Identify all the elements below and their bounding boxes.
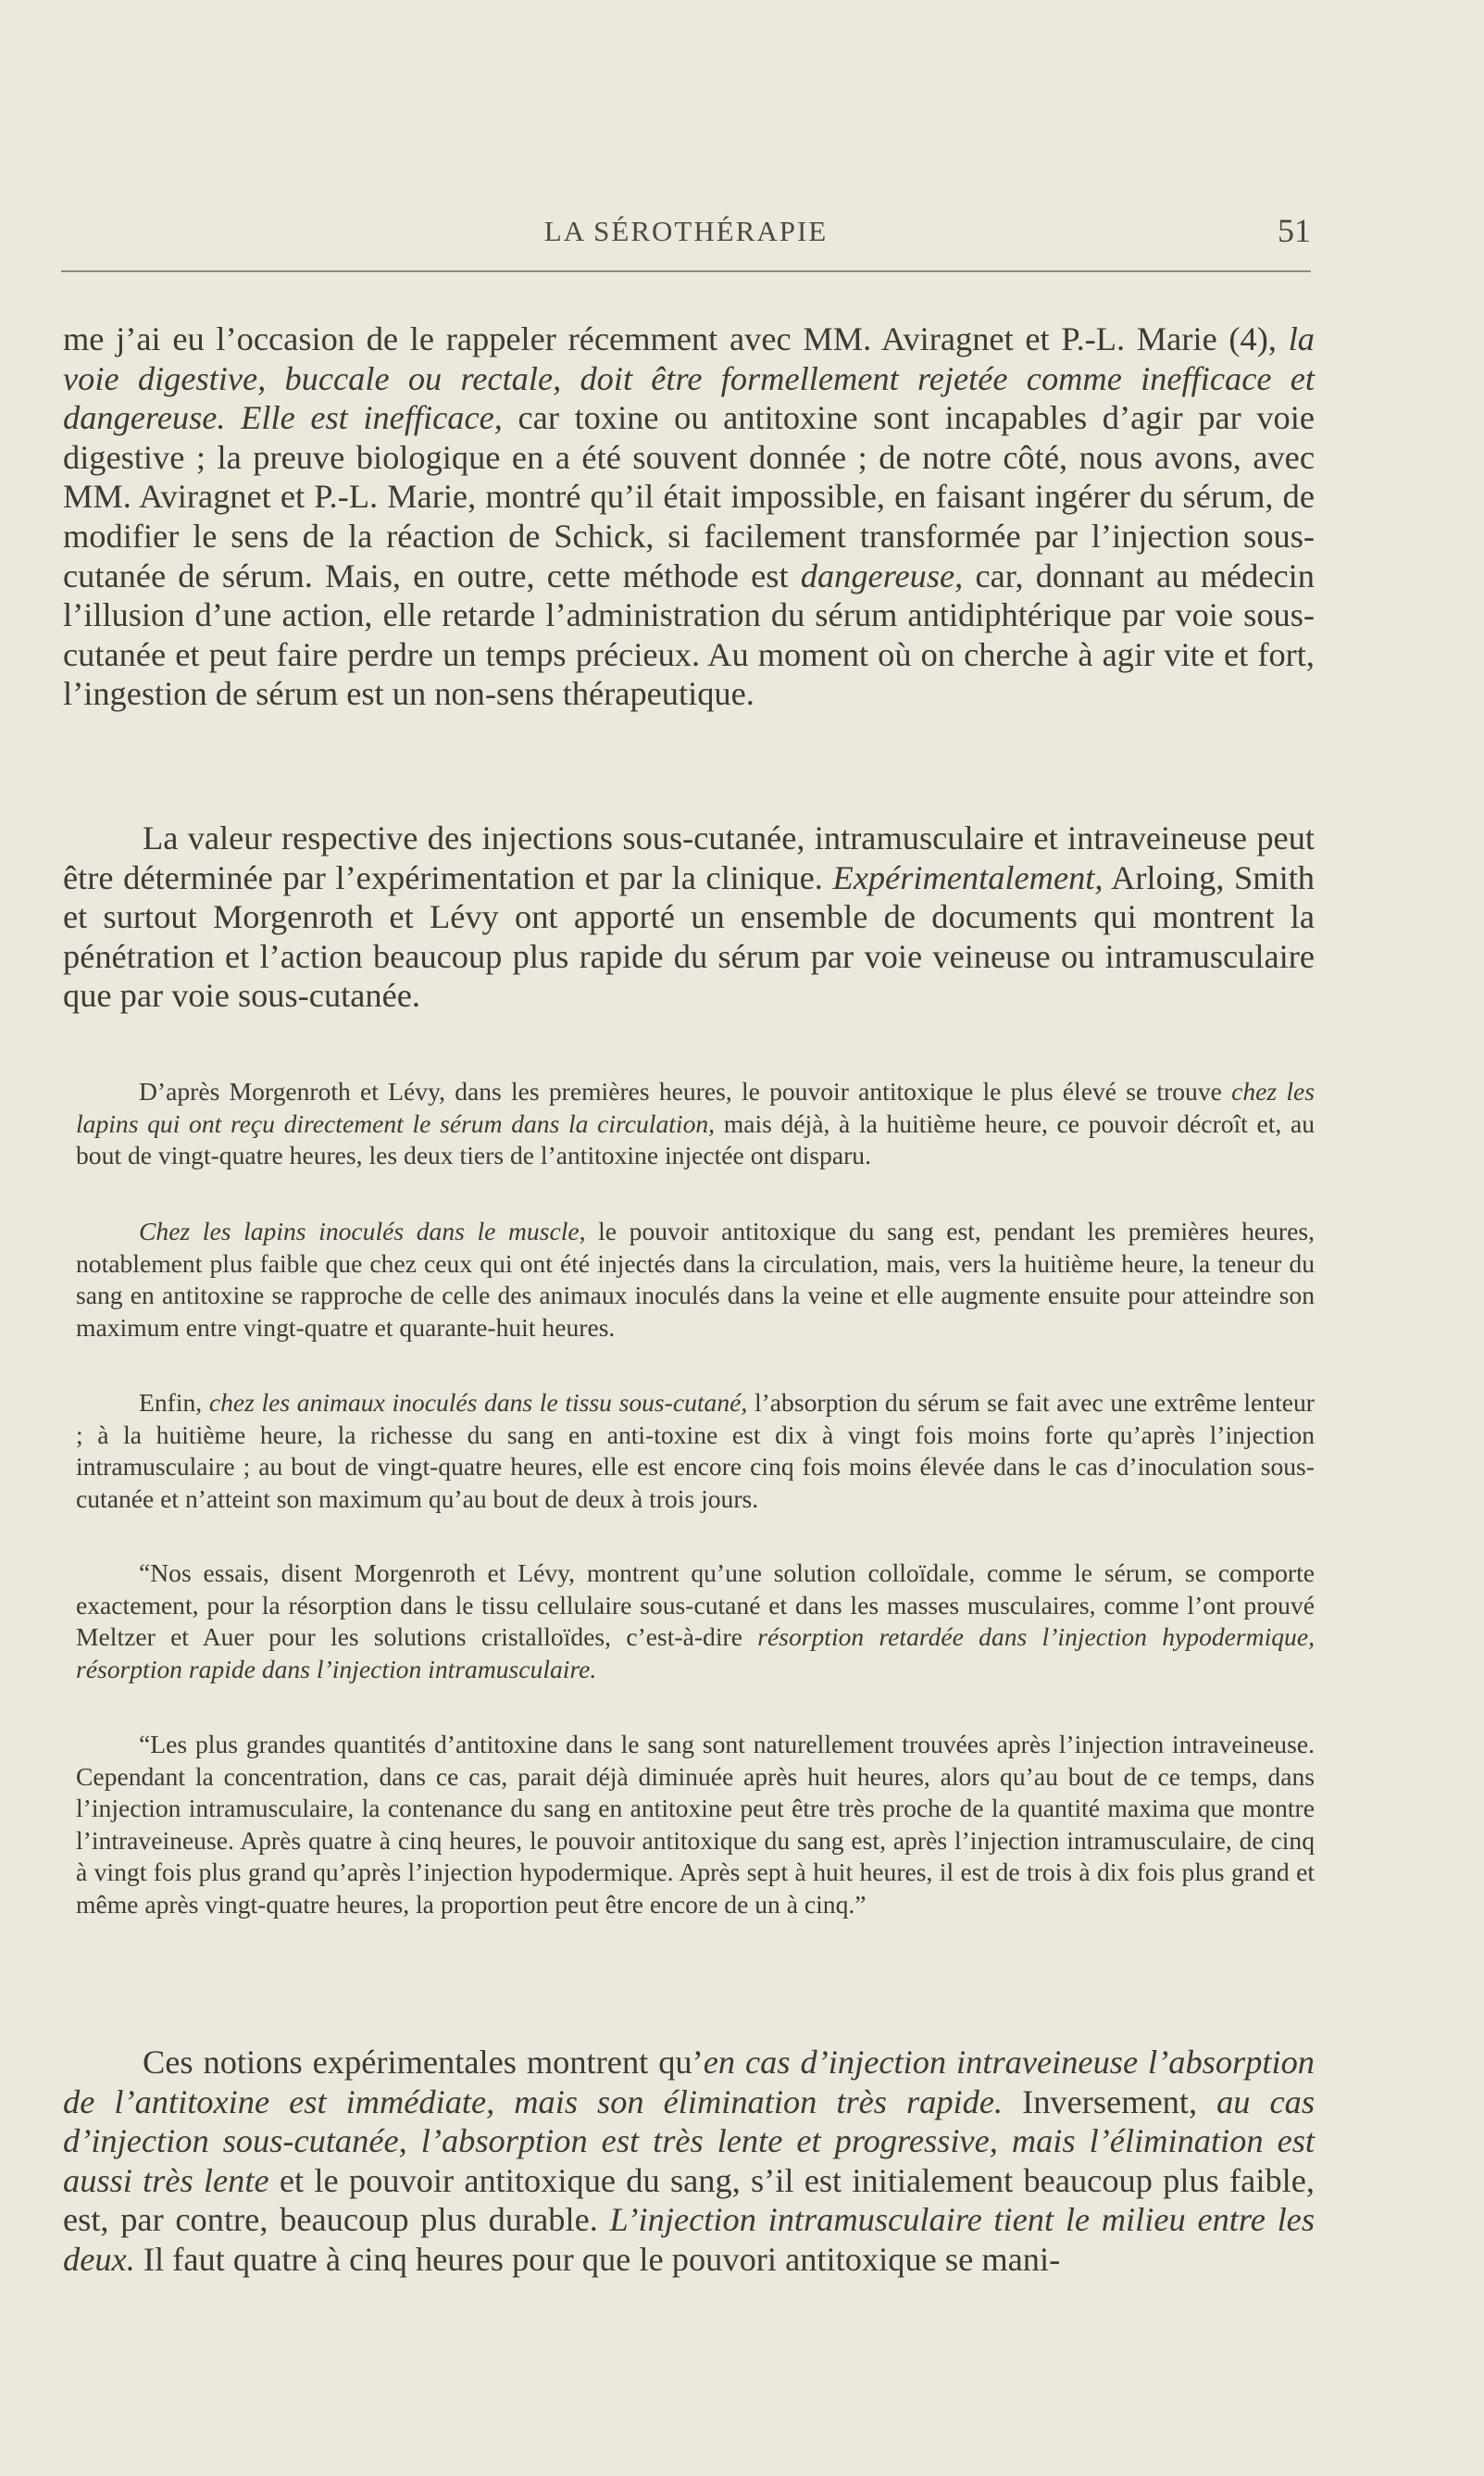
- text-segment: mais déjà, à la huitième heure, ce pouvoir décroît et, au bout de vingt-quatre heures, les deux tiers de l’antitoxine injectée ont disparu.: [76, 1108, 1316, 1170]
- text-segment: car toxine ou antitoxine sont incapables d’agir par voie digestive ; la preuve biologique en a été souvent donnée ; de notre côté, nous avons, avec MM. Aviragnet et P.-L. Marie, montré qu’il était impossible, en faisant ingérer du sérum, de modifier le sens de la réaction de Schick, si facilement transformée par l’injection sous-cutanée de sérum. Mais, en outre, cette méthode est: [63, 399, 1315, 594]
- italic-segment: chez les lapins qui ont reçu directement le sérum dans la circulation,: [76, 1077, 1315, 1138]
- text-segment: car, donnant au médecin l’illusion d’une action, elle retarde l’administration du sérum antidiphtérique par voie sous-cutanée et peut faire perdre un temps précieux. Au moment où on cherche à agir vite et fort, l’ingestion de sérum est un non-sens thérapeutique.: [63, 556, 1315, 713]
- running-title: LA SÉROTHÉRAPIE: [543, 215, 829, 247]
- text-segment: “Nos essais, disent Morgenroth et Lévy, montrent qu’une solution colloïdale, comme le sérum, se comporte exactement, pour la résorption dans le tissu cellulaire sous-cutané et dans les masses musculaires, comme l’ont prouvé Meltzer et Auer pour les solutions cristalloïdes, c’est-à-dire: [76, 1558, 1315, 1652]
- paragraph-injection-value: [63, 819, 1315, 1016]
- text-segment: Enfin,: [139, 1388, 209, 1417]
- italic-segment: en cas d’injection intraveineuse l’absorption de l’antitoxine est immédiate, mais son élimination très rapide.: [63, 2044, 1315, 2120]
- text-segment: me j’ai eu l’occasion de le rappeler récemment avec MM. Aviragnet et P.-L. Marie (4),: [63, 320, 1289, 357]
- page-number: 51: [1278, 212, 1311, 249]
- text-segment: le pouvoir antitoxique du sang est, pendant les premières heures, notablement plus faible que chez ceux qui ont été injectés dans la circulation, mais, vers la huitième heure, la teneur du sang en antitoxine se rapproche de celle des animaux inoculés dans la veine et elle augmente ensuite pour atteindre son maximum entre vingt-quatre et quarante-huit heures.: [76, 1217, 1315, 1342]
- italic-segment: L’injection intramusculaire tient le milieu entre les deux.: [63, 2201, 1315, 2278]
- paragraph-subcutaneous-animals: [76, 1387, 1315, 1515]
- italic-segment: résorption retardée dans l’injection hypodermique, résorption rapide dans l’injection intramusculaire.: [76, 1622, 1315, 1683]
- paragraph-conclusions: [63, 2043, 1315, 2280]
- italic-segment: chez les animaux inoculés dans le tissu sous-cutané,: [208, 1388, 748, 1417]
- running-header: [61, 212, 1311, 252]
- text-segment: D’après Morgenroth et Lévy, dans les premières heures, le pouvoir antitoxique le plus élevé se trouve: [139, 1077, 1232, 1106]
- text-segment: Inversement,: [1003, 2082, 1217, 2120]
- paragraph-digestive-route: [63, 319, 1315, 714]
- paragraph-quote-colloid: [76, 1557, 1315, 1685]
- italic-segment: la voie digestive, buccale ou rectale, doit être formellement rejetée comme inefficace et dangereuse. Elle est inefficace,: [63, 320, 1315, 437]
- text-segment: Arloing, Smith et surtout Morgenroth et Lévy ont apporté un ensemble de documents qui montrent la pénétration et l’action beaucoup plus rapide du sérum par voie veineuse ou intramusculaire que par voie sous-cutanée.: [63, 858, 1315, 1015]
- header-rule: [61, 270, 1311, 272]
- text-segment: Ces notions expérimentales montrent qu’: [143, 2044, 704, 2081]
- text-segment: La valeur respective des injections sous-cutanée, intramusculaire et intraveineuse peut être déterminée par l’expérimentation et par la clinique.: [63, 819, 1315, 896]
- paragraph-intravenous-rabbits: [76, 1076, 1315, 1172]
- italic-segment: Expérimentalement,: [832, 858, 1104, 896]
- text-segment: Il faut quatre à cinq heures pour que le pouvori antitoxique se mani-: [134, 2240, 1061, 2278]
- italic-segment: Chez les lapins inoculés dans le muscle,: [139, 1217, 586, 1245]
- italic-segment: dangereuse,: [800, 556, 964, 594]
- paragraph-muscle-rabbits: [76, 1216, 1315, 1344]
- paragraph-quote-quantities: [76, 1729, 1315, 1921]
- text-segment: l’absorption du sérum se fait avec une extrême lenteur ; à la huitième heure, la richesse du sang en anti-toxine est dix à vingt fois moins forte qu’après l’injection intramusculaire ; au bout de vingt-quatre heures, elle est encore cinq fois moins élevée dans le cas d’inoculation sous-cutanée et n’atteint son maximum qu’au bout de deux à trois jours.: [76, 1388, 1315, 1513]
- text-segment: “Les plus grandes quantités d’antitoxine dans le sang sont naturellement trouvées après l’injection intraveineuse. Cependant la concentration, dans ce cas, parait déjà diminuée après huit heures, alors qu’au bout de ce temps, dans l’injection intramusculaire, la contenance du sang en antitoxine peut être très proche de la quantité maxima que montre l’intraveineuse. Après quatre à cinq heures, le pouvoir antitoxique du sang est, après l’injection intramusculaire, de cinq à vingt fois plus grand qu’après l’injection hypodermique. Après sept à huit heures, il est de trois à dix fois plus grand et même après vingt-quatre heures, la proportion peut être encore de un à cinq.”: [76, 1730, 1315, 1919]
- text-segment: et le pouvoir antitoxique du sang, s’il est initialement beaucoup plus faible, est, par contre, beaucoup plus durable.: [63, 2161, 1315, 2239]
- italic-segment: au cas d’injection sous-cutanée, l’absorption est très lente et progressive, mais l’élimination est aussi très lente: [63, 2082, 1315, 2199]
